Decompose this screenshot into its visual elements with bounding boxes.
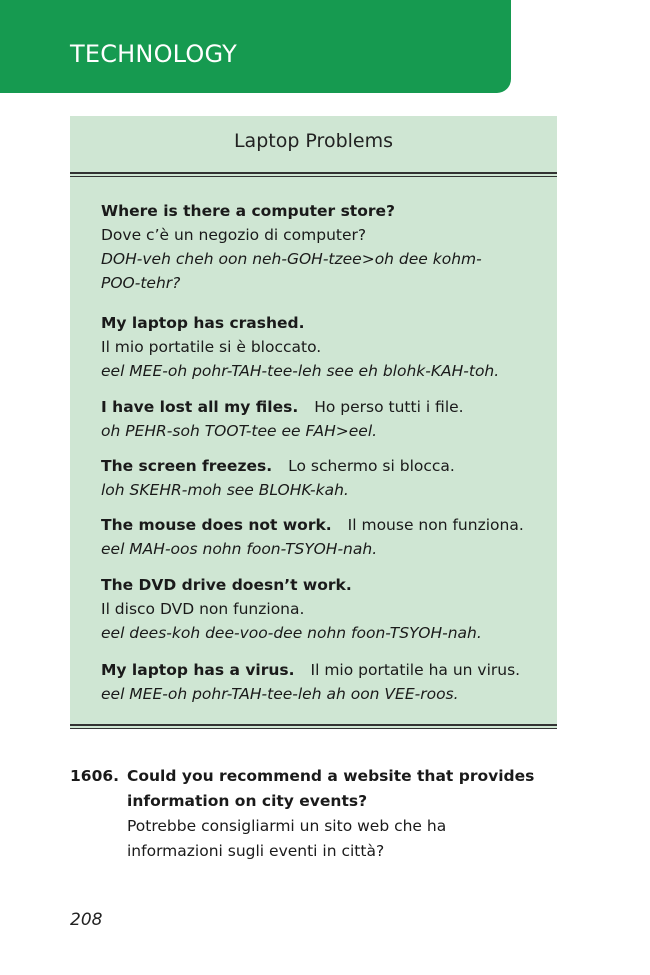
phrase-item (101, 199, 541, 295)
phrase-english: Where is there a computer store? (101, 202, 396, 220)
phrase-italian: Il mouse non funziona. (347, 516, 524, 534)
phrase-italian: Dove c’è un negozio di computer? (101, 226, 367, 244)
phrase-english: My laptop has crashed. (101, 314, 305, 332)
phrase-english: I have lost all my files. (101, 398, 299, 416)
phrase-item (101, 395, 541, 443)
entry-italian: informazioni sugli eventi in città? (127, 842, 385, 860)
phrase-italian: Il mio portatile ha un virus. (310, 661, 521, 679)
phrase-pronunciation: POO-tehr? (101, 274, 181, 292)
section-banner (0, 0, 511, 93)
entry-number: 1606. (70, 767, 120, 785)
phrase-item (101, 513, 541, 561)
phrase-pronunciation: eel MEE-oh pohr-TAH-tee-leh see eh blohk-KAH-toh. (101, 362, 500, 380)
phrase-item (101, 311, 541, 383)
phrase-english: The mouse does not work. (101, 516, 332, 534)
box-title: Laptop Problems (233, 130, 394, 152)
phrase-item (101, 658, 541, 706)
phrase-english: The screen freezes. (101, 457, 273, 475)
page-number: 208 (70, 910, 103, 930)
phrase-pronunciation: oh PEHR-soh TOOT-tee ee FAH>eel. (101, 422, 378, 440)
phrase-item (101, 573, 541, 645)
phrase-item (101, 454, 541, 502)
entry-english: information on city events? (127, 792, 368, 810)
phrase-pronunciation: DOH-veh cheh oon neh-GOH-tzee>oh dee kohm- (101, 250, 482, 268)
phrase-italian: Lo schermo si blocca. (288, 457, 455, 475)
phrase-italian: Ho perso tutti i file. (314, 398, 464, 416)
box-top-rule (70, 172, 557, 177)
section-title: TECHNOLOGY (70, 40, 237, 68)
phrase-english: My laptop has a virus. (101, 661, 295, 679)
phrase-english: The DVD drive doesn’t work. (101, 576, 352, 594)
phrase-pronunciation: eel MEE-oh pohr-TAH-tee-leh ah oon VEE-roos. (101, 685, 459, 703)
entry-italian: Potrebbe consigliarmi un sito web che ha (127, 817, 447, 835)
phrase-italian: Il mio portatile si è bloccato. (101, 338, 322, 356)
box-bottom-rule (70, 724, 557, 729)
phrase-italian: Il disco DVD non funziona. (101, 600, 305, 618)
phrase-pronunciation: eel MAH-oos nohn foon-TSYOH-nah. (101, 540, 378, 558)
phrase-pronunciation: eel dees-koh dee-voo-dee nohn foon-TSYOH-nah. (101, 624, 482, 642)
numbered-entry (70, 764, 610, 864)
entry-english: Could you recommend a website that provides (127, 767, 535, 785)
phrase-pronunciation: loh SKEHR-moh see BLOHK-kah. (101, 481, 349, 499)
